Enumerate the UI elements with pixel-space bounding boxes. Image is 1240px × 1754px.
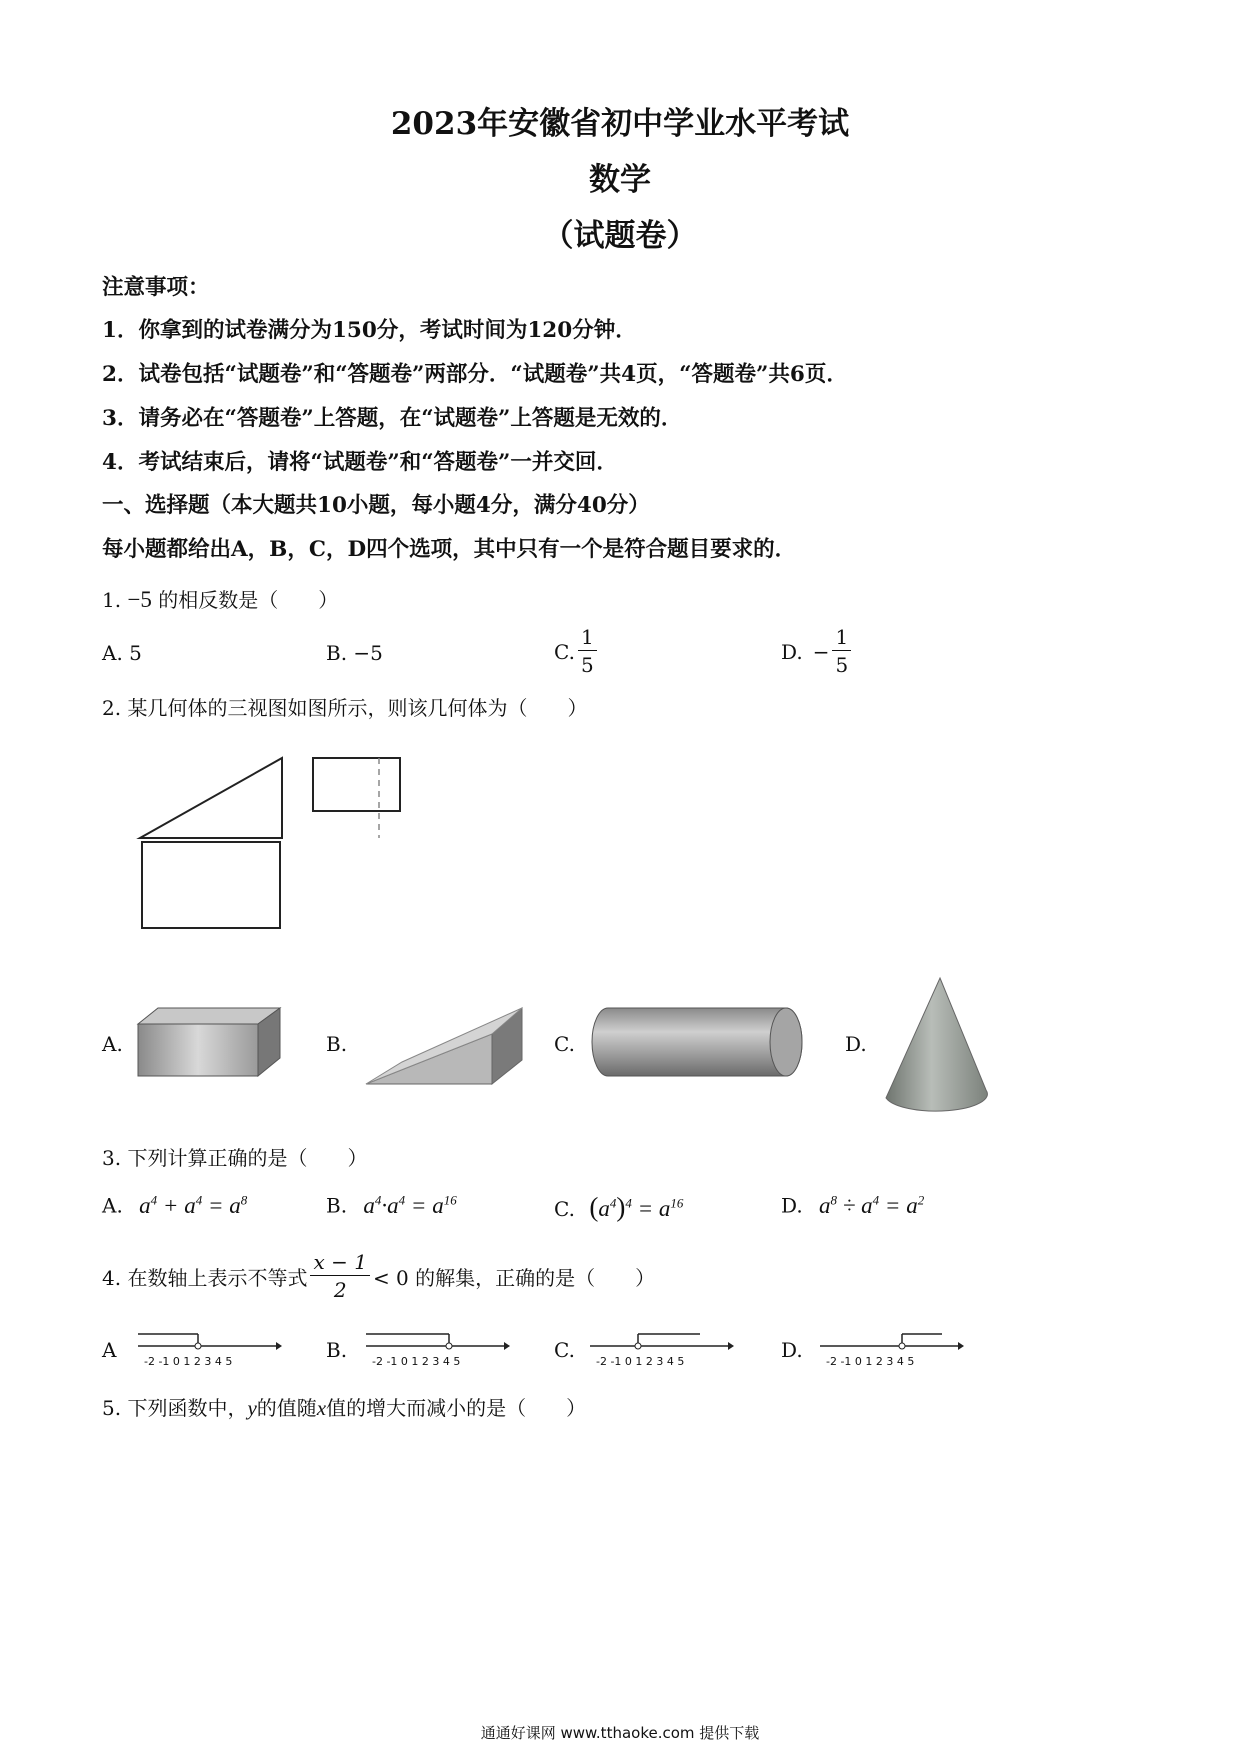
q3-d-expression: $a^8 \div a^4 = a^2$: [819, 1192, 925, 1218]
q4-fraction: [310, 1249, 369, 1304]
q4-option-c-label: C.: [554, 1338, 575, 1362]
q1-d-sign: −: [812, 639, 830, 664]
notice-item-3: 3．请务必在“答题卷”上答题，在“试题卷”上答题是无效的．: [102, 406, 683, 431]
q3-option-b: [326, 1192, 457, 1219]
q2-option-b-label: B.: [326, 1032, 348, 1056]
q1-d-numerator: 1: [832, 624, 851, 651]
top-view-rectangle: [142, 842, 280, 928]
q1-value: −5: [127, 587, 152, 612]
cylinder-image: [590, 1004, 805, 1080]
cuboid-image: [130, 1002, 285, 1082]
footer-credit: 通通好课网 www.tthaoke.com 提供下载: [480, 1724, 760, 1742]
q1-option-b: B. −5: [326, 641, 383, 665]
question-4-stem: [102, 1249, 655, 1304]
q1-c-fraction: [578, 624, 597, 679]
q4-option-a-label: A: [102, 1338, 117, 1362]
q1-c-denominator: 5: [580, 653, 594, 677]
q4-ticks-b: -2 -1 0 1 2 3 4 5: [372, 1355, 461, 1368]
q1-d-label: D.: [781, 639, 803, 664]
notice-item-1: 1．你拿到的试卷满分为150分，考试时间为120分钟．: [102, 318, 637, 343]
section-instruction: 每小题都给出A，B，C，D四个选项，其中只有一个是符合题目要求的．: [102, 537, 797, 562]
q2-option-a-label: A.: [102, 1032, 123, 1056]
q4-stem-post: < 0 的解集，正确的是（ ）: [372, 1266, 656, 1290]
three-views-figure: [130, 748, 420, 938]
q5-post: 值的增大而减小的是（ ）: [326, 1396, 587, 1420]
q4-option-b-label: B.: [326, 1338, 348, 1362]
wedge-image: [362, 1000, 530, 1090]
question-1: [102, 584, 338, 613]
q3-a-expression: $a^4 + a^4 = a^8$: [139, 1192, 248, 1218]
q1-d-fraction: [832, 624, 851, 679]
q3-b-label: B.: [326, 1193, 348, 1218]
q2-option-d-label: D.: [845, 1032, 867, 1056]
q3-c-expression: $(a^4)^4 = a^{16}$: [589, 1192, 684, 1222]
q4-denominator: 2: [333, 1278, 347, 1302]
q3-option-a: [102, 1192, 247, 1219]
q5-mid: 的值随: [256, 1396, 317, 1420]
q4-ticks-c: -2 -1 0 1 2 3 4 5: [596, 1355, 685, 1368]
q1-option-c: [554, 624, 600, 679]
q1-option-a: A. 5: [102, 641, 142, 665]
q3-option-c: [554, 1192, 683, 1223]
side-view-rectangle: [313, 758, 400, 811]
front-view-triangle: [140, 758, 282, 838]
cone-image: [880, 972, 992, 1116]
q3-option-d: [781, 1192, 924, 1219]
question-5-stem: [102, 1392, 586, 1421]
q1-option-d: [781, 624, 854, 679]
section-heading: 一、选择题（本大题共10小题，每小题4分，满分40分）: [102, 493, 650, 518]
q1-c-numerator: 1: [578, 624, 597, 651]
notice-item-2: 2．试卷包括“试题卷”和“答题卷”两部分．“试题卷”共4页，“答题卷”共6页．: [102, 362, 848, 387]
q5-y-var: y: [247, 1396, 257, 1420]
q1-c-label: C.: [554, 639, 575, 664]
q5-pre: 5. 下列函数中，: [102, 1396, 248, 1420]
q3-c-label: C.: [554, 1197, 575, 1221]
q4-option-d-label: D.: [781, 1338, 803, 1362]
q4-stem-pre: 4. 在数轴上表示不等式: [102, 1266, 308, 1290]
q3-a-label: A.: [102, 1193, 123, 1218]
subject-title: 数学: [589, 162, 651, 198]
q1-stem: 的相反数是（ ）: [158, 588, 339, 612]
q1-number: 1.: [102, 588, 122, 612]
q3-b-expression: $a^4\cdot a^4 = a^{16}$: [363, 1192, 457, 1218]
q4-ticks-a: -2 -1 0 1 2 3 4 5: [144, 1355, 233, 1368]
question-3-stem: 3. 下列计算正确的是（ ）: [102, 1146, 368, 1170]
notice-item-4: 4．考试结束后，请将“试题卷”和“答题卷”一并交回．: [102, 450, 618, 475]
q4-ticks-d: -2 -1 0 1 2 3 4 5: [826, 1355, 915, 1368]
q1-d-denominator: 5: [835, 653, 849, 677]
paper-subtitle: （试题卷）: [542, 218, 698, 254]
q4-numerator: x − 1: [310, 1249, 369, 1276]
exam-title: 2023年安徽省初中学业水平考试: [390, 106, 850, 142]
notice-heading: 注意事项：: [102, 275, 210, 300]
q5-x-var: x: [316, 1396, 327, 1420]
q3-d-label: D.: [781, 1193, 803, 1218]
question-2-stem: 2. 某几何体的三视图如图所示，则该几何体为（ ）: [102, 696, 588, 720]
q2-option-c-label: C.: [554, 1032, 575, 1056]
